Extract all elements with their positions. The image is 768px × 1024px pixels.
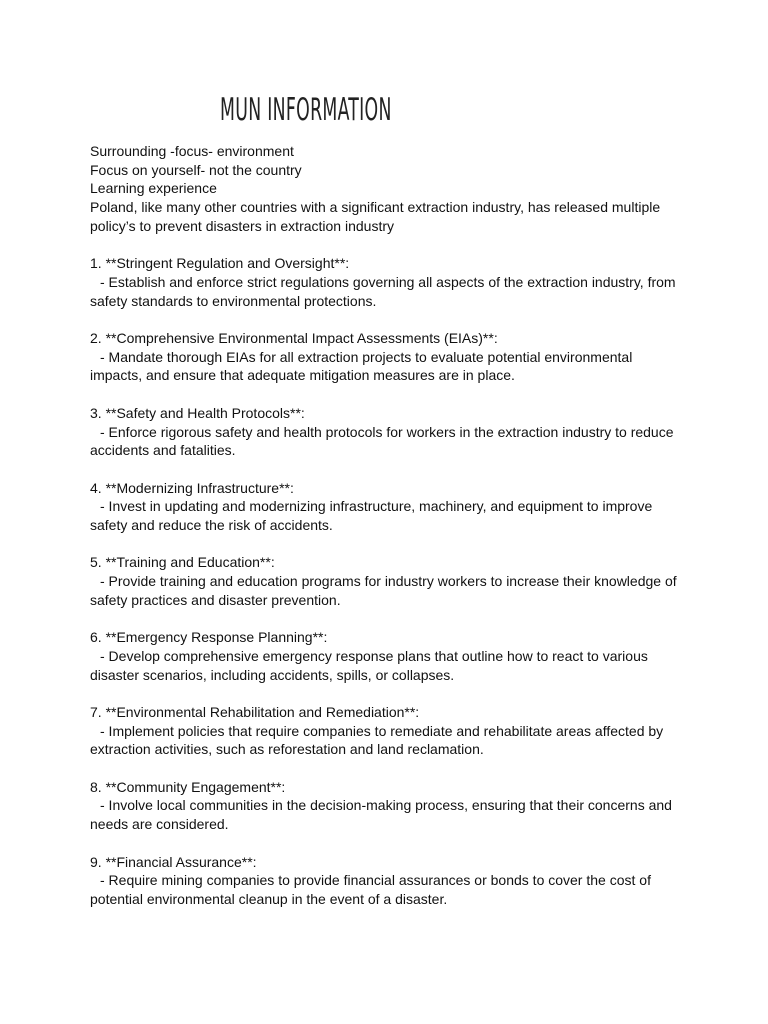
policy-description-continued: potential environmental cleanup in the event of a disaster. [90,890,448,907]
policy-item [90,404,680,460]
policy-description-continued: safety standards to environmental protections. [90,292,377,309]
policy-description: - Establish and enforce strict regulations governing all aspects of the extraction industry, from [100,273,676,290]
spacer [90,535,680,554]
policy-heading: 2. **Comprehensive Environmental Impact Assessments (EIAs)**: [90,330,498,346]
policy-item [90,628,680,684]
policy-heading: 3. **Safety and Health Protocols**: [90,404,305,421]
spacer [90,460,680,479]
policy-heading: 8. **Community Engagement**: [90,778,286,795]
policy-description-continued: impacts, and ensure that adequate mitigation measures are in place. [90,367,515,384]
policy-description-continued: extraction activities, such as reforestation and land reclamation. [90,741,484,758]
spacer [90,684,680,703]
policy-item [90,254,680,310]
policy-description: - Involve local communities in the decision-making process, ensuring that their concerns and [100,797,672,814]
policy-item [90,703,680,759]
policy-heading: 6. **Emergency Response Planning**: [90,629,328,646]
policy-description: - Invest in updating and modernizing infrastructure, machinery, and equipment to improve [100,498,653,515]
policy-heading: 1. **Stringent Regulation and Oversight**: [90,255,350,272]
policy-item [90,553,680,609]
policy-heading: 9. **Financial Assurance**: [90,853,257,870]
policy-item [90,479,680,535]
intro-line: policy’s to prevent disasters in extraction industry [90,217,394,234]
policy-description: - Mandate thorough EIAs for all extraction projects to evaluate potential environmental [100,348,633,365]
policy-description-continued: safety practices and disaster prevention. [90,591,341,608]
policy-description: - Provide training and education programs for industry workers to increase their knowledge of [100,573,677,590]
intro-line: Poland, like many other countries with a significant extraction industry, has released multiple [90,199,661,216]
intro-notes [90,142,680,236]
document-body [90,142,680,909]
policy-description-continued: safety and reduce the risk of accidents. [90,517,333,533]
policy-description-continued: disaster scenarios, including accidents, spills, or collapses. [90,666,455,683]
policy-item [90,778,680,834]
page-title: MUN INFORMATION [220,92,392,128]
policy-item [90,853,680,909]
intro-line: Focus on yourself- not the country [90,161,302,178]
spacer [90,310,680,329]
policy-heading: 5. **Training and Education**: [90,554,275,571]
policy-description: - Implement policies that require companies to remediate and rehabilitate areas affected by [100,722,664,739]
policy-description-continued: accidents and fatalities. [90,442,236,459]
intro-line: Surrounding -focus- environment [90,143,294,159]
policy-description: - Require mining companies to provide financial assurances or bonds to cover the cost of [100,872,651,889]
policy-item [90,329,680,385]
policy-description: - Enforce rigorous safety and health protocols for workers in the extraction industry to reduce [100,423,674,440]
spacer [90,759,680,778]
policy-heading: 4. **Modernizing Infrastructure**: [90,479,294,496]
spacer [90,236,680,255]
policy-description-continued: needs are considered. [90,816,229,833]
spacer [90,834,680,853]
spacer [90,610,680,629]
policy-heading: 7. **Environmental Rehabilitation and Remediation**: [90,703,420,720]
intro-line: Learning experience [90,180,217,197]
spacer [90,385,680,404]
policy-description: - Develop comprehensive emergency response plans that outline how to react to various [100,647,648,664]
